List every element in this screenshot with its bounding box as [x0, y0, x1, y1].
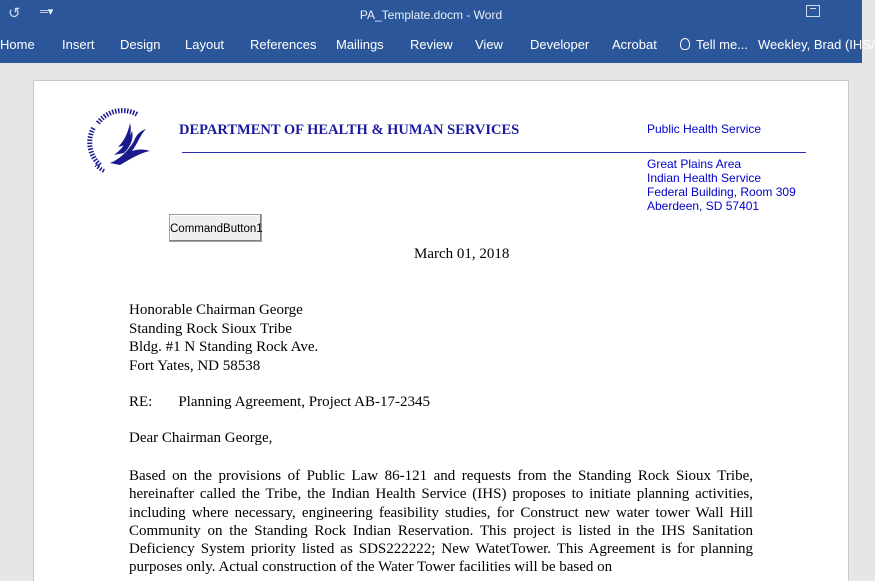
letterhead-rule: [182, 152, 806, 153]
letter-body: Based on the provisions of Public Law 86-121 and requests from the Standing Rock Sioux Tribe, hereinafter called the Tribe, the Indian Health Service (IHS) proposes to initiate planning activities, including where necessary, engineering feasibility studies, for Construct new water tower Wall Hill Community on the Standing Rock Indian Reservation. This project is listed in the IHS Sanitation Deficiency System priority listed as SDS222222; New WatetTower. This Agreement is for planning purposes only. Actual construction of the Water Tower facilities will be based on: [129, 468, 753, 576]
re-label: RE:: [129, 394, 153, 410]
user-account[interactable]: Weekley, Brad (IHS/: [758, 37, 875, 52]
tell-me-search[interactable]: [680, 37, 748, 52]
inside-address-line: Honorable Chairman George: [129, 302, 303, 318]
address-line: Indian Health Service: [647, 171, 762, 185]
tab-developer[interactable]: Developer: [530, 37, 590, 52]
tab-insert[interactable]: Insert: [62, 37, 95, 52]
inside-address-line: Bldg. #1 N Standing Rock Ave.: [129, 339, 319, 355]
agency-name: Public Health Service: [647, 122, 762, 136]
department-heading: DEPARTMENT OF HEALTH & HUMAN SERVICES: [179, 122, 520, 138]
tab-review[interactable]: Review: [410, 37, 453, 52]
inside-address-line: Standing Rock Sioux Tribe: [129, 320, 292, 337]
tab-view[interactable]: View: [475, 37, 503, 52]
title-bar: [0, 0, 862, 31]
tab-design[interactable]: Design: [120, 37, 161, 52]
inside-address: [129, 301, 318, 375]
subject-line: [129, 394, 430, 411]
lightbulb-icon: [680, 38, 690, 50]
command-button-1[interactable]: CommandButton1: [169, 214, 262, 242]
re-subject: Planning Agreement, Project AB-17-2345: [178, 394, 430, 410]
customize-quick-access-icon[interactable]: ═▾: [40, 6, 54, 18]
document-page[interactable]: [34, 81, 848, 581]
ribbon-display-options-icon[interactable]: [806, 5, 820, 17]
tab-mailings[interactable]: Mailings: [336, 37, 384, 52]
tab-references[interactable]: References: [250, 37, 317, 52]
inside-address-line: Fort Yates, ND 58538: [129, 357, 261, 374]
ribbon-tabs: [0, 31, 875, 63]
window-title: PA_Template.docm - Word: [359, 8, 503, 22]
agency-address: [647, 157, 796, 213]
address-line: Aberdeen, SD 57401: [647, 199, 760, 213]
salutation: Dear Chairman George,: [129, 430, 273, 446]
tell-me-label: Tell me...: [696, 37, 749, 52]
tab-layout[interactable]: Layout: [185, 37, 225, 52]
undo-icon[interactable]: ↺: [8, 5, 21, 22]
hhs-seal-logo: [80, 105, 156, 181]
letter-date: March 01, 2018: [414, 246, 510, 262]
address-line: Great Plains Area: [647, 157, 742, 171]
address-line: Federal Building, Room 309: [647, 185, 796, 199]
tab-acrobat[interactable]: Acrobat: [612, 37, 657, 52]
tab-home[interactable]: Home: [0, 37, 35, 52]
